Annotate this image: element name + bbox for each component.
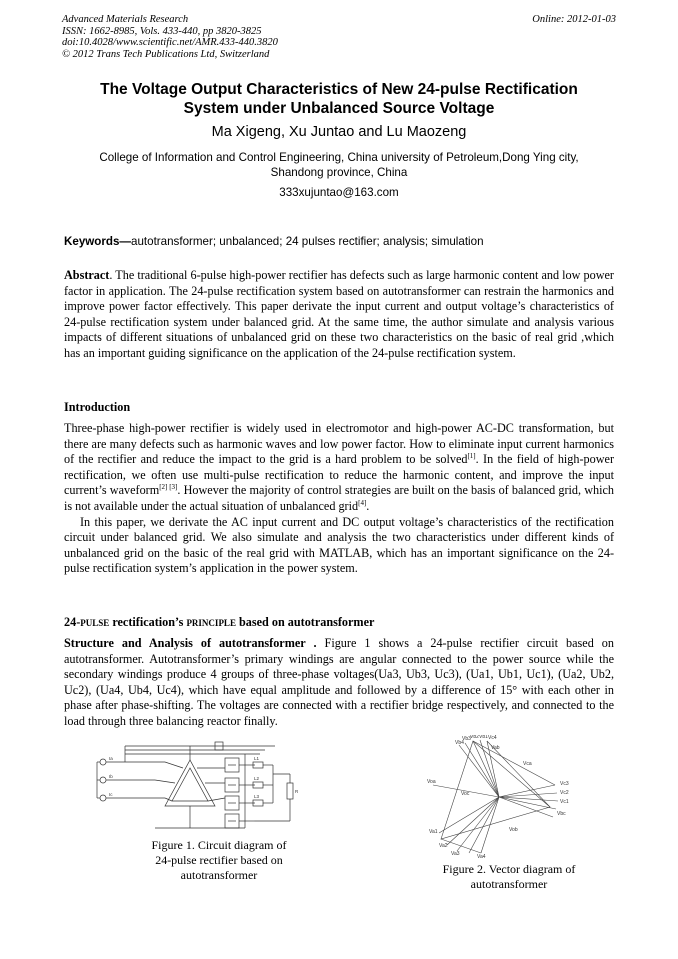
- figure-1-caption: Figure 1. Circuit diagram of 24-pulse rectifier based on autotransformer: [151, 838, 287, 882]
- author-email[interactable]: 333xujuntao@163.com: [279, 186, 399, 199]
- intro-paragraph-1: Three-phase high-power rectifier is widely used in electromotor and high-power AC-DC transformation, but there are many defects such as harmonic waves and low power factor. How to eliminate input current harmonics of the rectifier and reduce the impact to the grid is a hard problem to be solved[1]. In the field of high-power rectification, we often use multi-pulse rectification to reduce the harmonic content, and improve the input current’s waveform[2] [3]. However the majority of control strategies are built on the basis of balanced grid, which is not available under the actual situation of unbalanced grid[4].: [64, 421, 614, 513]
- paper-title: The Voltage Output Characteristics of New 24-pulse Rectification System under Unbalanced Source Voltage: [100, 81, 578, 117]
- label-vbc: Vbc: [557, 811, 566, 817]
- label-vb4: Vb4: [455, 740, 464, 746]
- label-vc3: Vc3: [560, 781, 569, 787]
- label-vob: Vob: [509, 827, 518, 833]
- label-va2: Va2: [439, 843, 448, 849]
- doi-line: doi:10.4028/www.scientific.net/AMR.433-440.3820: [62, 37, 278, 49]
- label-vc1: Vc1: [560, 799, 569, 805]
- structure-paragraph: Structure and Analysis of autotransformer . Figure 1 shows a 24-pulse rectifier circuit based on autotransformer. Autotransformer’s primary windings are angular connected to the power source while the secondary windings produce 4 groups of three-phase voltages(Ua3, Ub3, Uc3), (Ua1, Ub1, Uc1), (Ua2, Ub2, Uc2), (Ua4, Ub4, Uc4), which have equal amplitude and followed by a difference of 15° with each other in phase after phase-shifting. The voltages are connected with a rectifier bridge respectively, and connected to the load through three balancing reactor finally.: [64, 636, 614, 728]
- label-va1: Va1: [429, 829, 438, 835]
- label-vab: Vab: [491, 745, 500, 751]
- label-r: R: [295, 789, 299, 794]
- section-heading-principle: 24-PULSE rectification’s PRINCIPLE based on autotransformer: [64, 615, 375, 629]
- journal-name: Advanced Materials Research: [62, 14, 189, 25]
- label-va4: Va4: [477, 854, 486, 860]
- journal-header: [62, 14, 616, 60]
- label-vb2: Vb2: [470, 735, 479, 740]
- intro-body: [64, 421, 614, 577]
- label-vc4: Vc4: [488, 735, 497, 741]
- affiliation: College of Information and Control Engineering, China university of Petroleum,Dong Ying city, Shandong province, China: [99, 151, 579, 179]
- label-l1: L1: [254, 756, 260, 761]
- label-voa: Voa: [427, 779, 436, 785]
- copyright-line: © 2012 Trans Tech Publications Ltd, Switzerland: [62, 48, 270, 60]
- online-date: Online: 2012-01-03: [532, 14, 616, 25]
- label-l2: L2: [254, 776, 260, 781]
- citation-2-3[interactable]: [2] [3]: [159, 483, 178, 492]
- structure-heading: Structure and Analysis of autotransformer .: [64, 636, 317, 650]
- issn-line: ISSN: 1662-8985, Vols. 433-440, pp 3820-3825: [62, 25, 262, 37]
- abstract: [64, 268, 614, 362]
- label-l3: L3: [254, 794, 260, 799]
- label-ia: Ia: [109, 756, 113, 761]
- label-va3: Va3: [451, 851, 460, 857]
- figure-1-circuit-diagram: [95, 738, 310, 838]
- label-voc: Voc: [461, 791, 470, 797]
- intro-paragraph-2: In this paper, we derivate the AC input current and DC output voltage’s characteristics of the rectification circuit under balanced grid. We also simulate and analysis the two characteristics under different kinds of unbalanced grid on the basic of the real grid with MATLAB, which has an important significance on the 24-pulse rectification system’s application in the power system.: [64, 514, 614, 576]
- citation-4[interactable]: [4]: [358, 498, 367, 507]
- abstract-label: Abstract: [64, 268, 110, 282]
- keywords-text: autotransformer; unbalanced; 24 pulses rectifier; analysis; simulation: [131, 235, 484, 248]
- figure-2-caption: Figure 2. Vector diagram of autotransformer: [442, 862, 576, 891]
- label-vc2: Vc2: [560, 790, 569, 796]
- abstract-text: . The traditional 6-pulse high-power rectifier has defects such as large harmonic content and low power factor in application. The 24-pulse rectification system based on autotransformer can restrain the harmonics and improve power factor effectively. This paper derivate the input current and output voltage’s characteristics of 24-pulse rectification system under balanced grid. At the same time, the author simulate and analysis various impacts of different situations of unbalanced grid on these two characteristics on the basic of real grid ,which has an important guiding significance on the application of the 24-pulse rectification system.: [64, 268, 614, 360]
- label-vb1: Vb1: [479, 735, 488, 740]
- citation-1[interactable]: [1]: [467, 452, 476, 461]
- intro-heading: Introduction: [64, 400, 131, 414]
- authors: Ma Xigeng, Xu Juntao and Lu Maozeng: [211, 124, 467, 140]
- label-vca: Vca: [523, 761, 532, 767]
- keywords: [64, 235, 616, 248]
- label-ib: Ib: [109, 774, 113, 779]
- figure-2-vector-diagram: [425, 735, 575, 860]
- label-ic: Ic: [109, 792, 113, 797]
- label-vb3: Vb3: [462, 736, 471, 742]
- keywords-label: Keywords—: [64, 235, 132, 248]
